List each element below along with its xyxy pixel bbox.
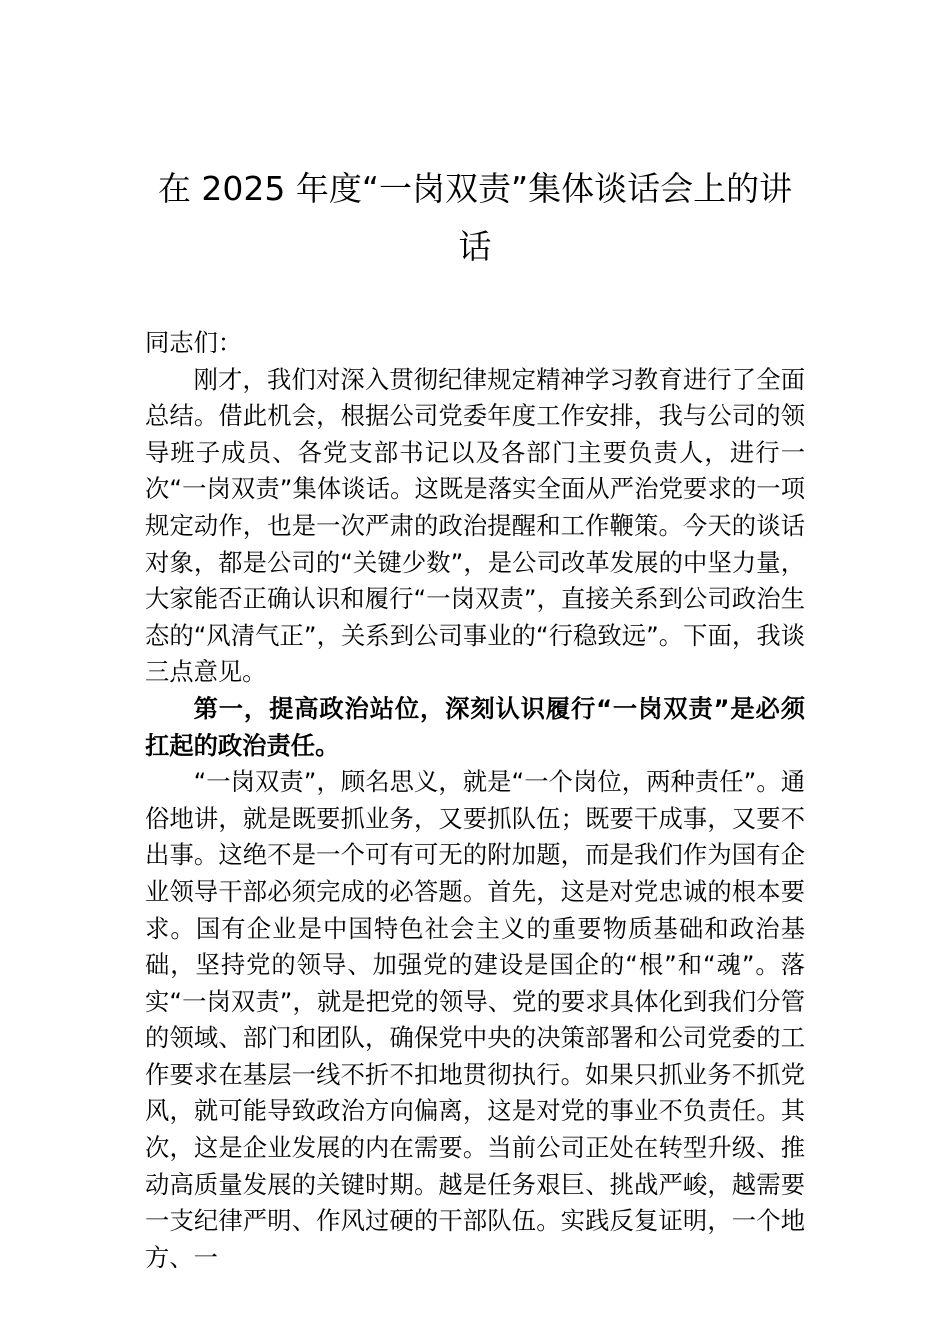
paragraph-section-1: “一岗双责”，顾名思义，就是“一个岗位，两种责任”。通俗地讲，就是既要抓业务，又要抓队伍；既要干成事，又要不出事。这绝不是一个可有可无的附加题，而是我们作为国有企业领导干部必须完成的必答题。首先，这是对党忠诚的根本要求。国有企业是中国特色社会主义的重要物质基础和政治基础，坚持党的领导、加强党的建设是国企的“根”和“魂”。落实“一岗双责”，就是把党的领导、党的要求具体化到我们分管的领域、部门和团队，确保党中央的决策部署和公司党委的工作要求在基层一线不折不扣地贯彻执行。如果只抓业务不抓党风，就可能导致政治方向偏离，这是对党的事业不负责任。其次，这是企业发展的内在需要。当前公司正处在转型升级、推动高质量发展的关键时期。越是任务艰巨、挑战严峻，越需要一支纪律严明、作风过硬的干部队伍。实践反复证明，一个地方、一 bbox=[145, 767, 805, 1272]
salutation: 同志们： bbox=[145, 328, 243, 357]
paragraph-intro: 刚才，我们对深入贯彻纪律规定精神学习教育进行了全面总结。借此机会，根据公司党委年度工作安排，我与公司的领导班子成员、各党支部书记以及各部门主要负责人，进行一次“一岗双责”集体谈话。这既是落实全面从严治党要求的一项规定动作，也是一次严肃的政治提醒和工作鞭策。今天的谈话对象，都是公司的“关键少数”，是公司改革发展的中坚力量，大家能否正确认识和履行“一岗双责”，直接关系到公司政治生态的“风清气正”，关系到公司事业的“行稳致远”。下面，我谈三点意见。 bbox=[145, 364, 805, 687]
document-title: 在 2025 年度“一岗双责”集体谈话会上的讲话 bbox=[157, 169, 793, 266]
section-heading-1: 第一，提高政治站位，深刻认识履行“一岗双责”是必须扛起的政治责任。 bbox=[145, 693, 805, 760]
document-body bbox=[145, 325, 805, 1276]
